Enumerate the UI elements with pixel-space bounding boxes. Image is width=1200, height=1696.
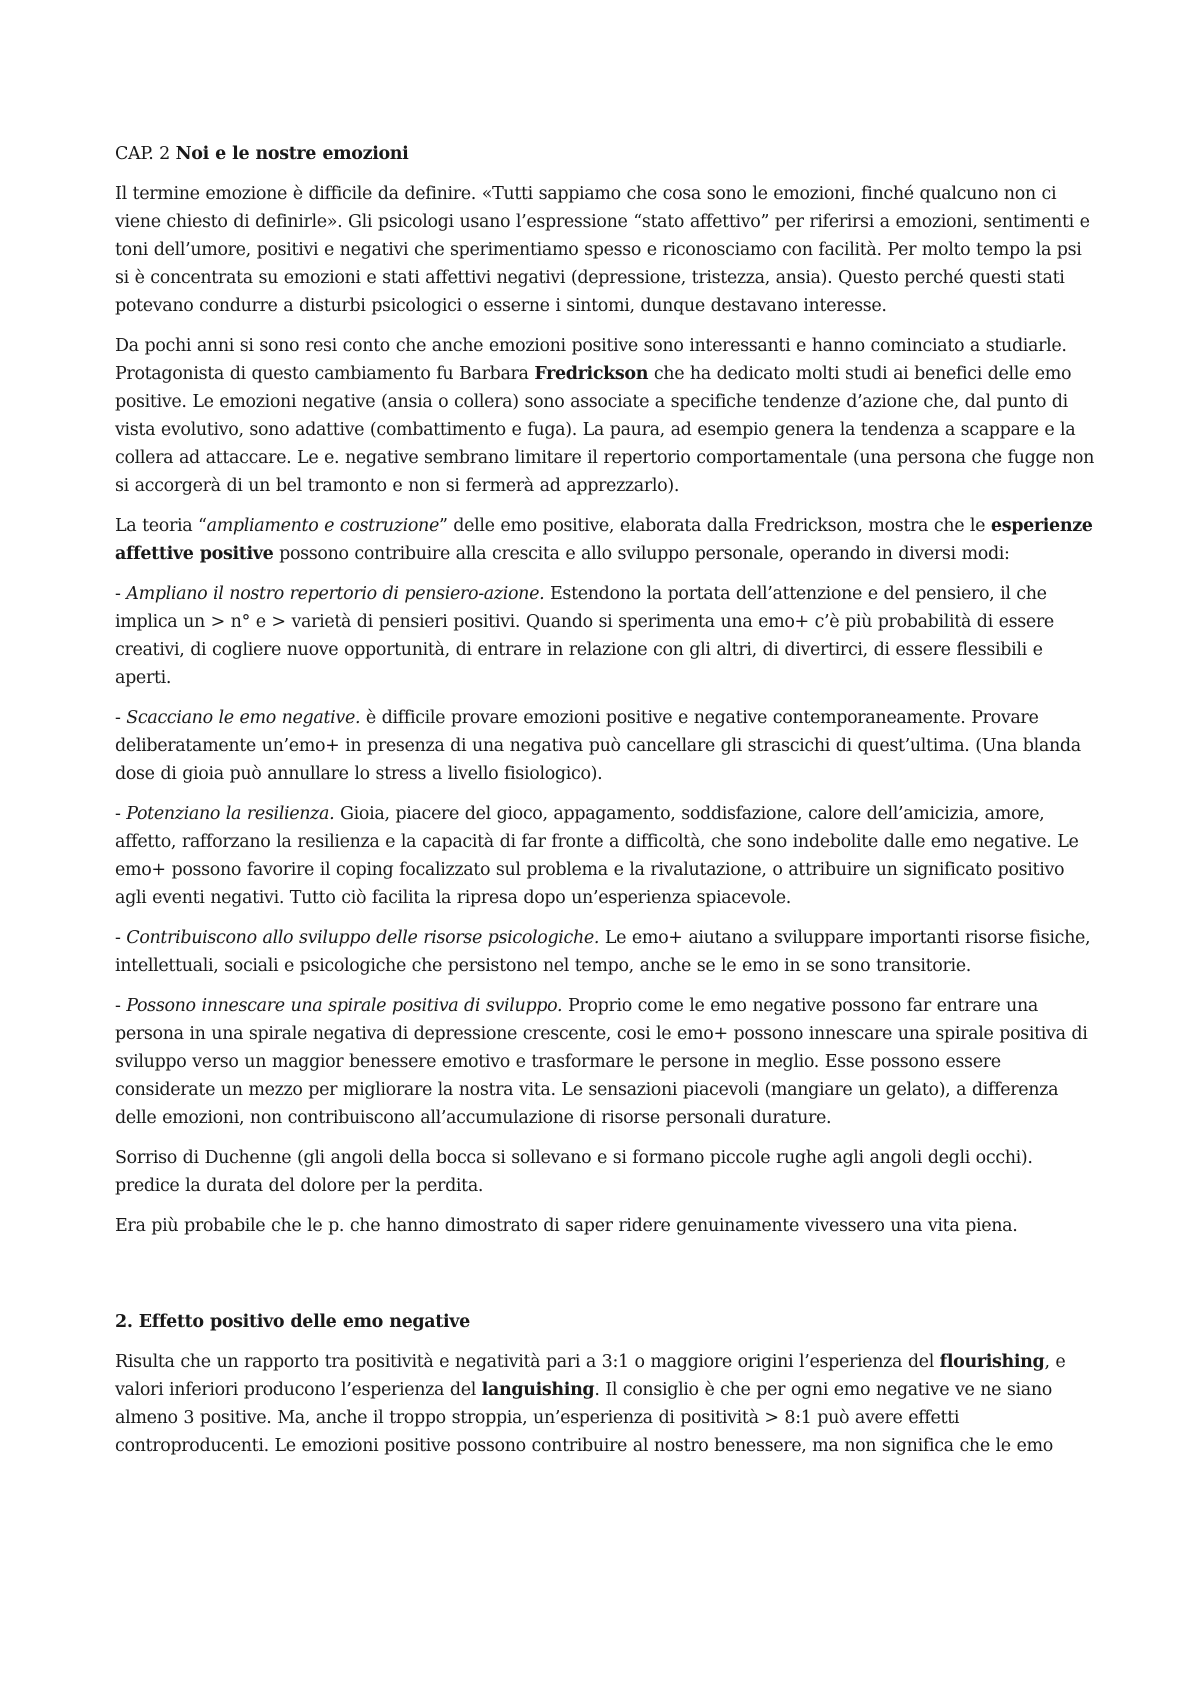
- list-item: [115, 580, 1095, 692]
- list-item-text: è difficile provare emozioni positive e negative contemporaneamente. Provare deliberatamente un’emo+ in presenza di una negativa può cancellare gli strascichi di quest’ultima. (Una blanda dose di gioia può annullare lo stress a livello fisiologico).: [115, 708, 1081, 784]
- list-dash: -: [115, 708, 127, 728]
- fredrickson-name: Fredrickson: [534, 364, 649, 384]
- list-item-text: Proprio come le emo negative possono far entrare una persona in una spirale negativa di depressione crescente, cosi le emo+ possono innescare una spirale positiva di sviluppo verso un maggior benessere emotivo e trasformare le persone in meglio. Esse possono essere considerate un mezzo per migliorare la nostra vita. Le sensazioni piacevoli (mangiare un gelato), a differenza delle emozioni, non contribuiscono all’accumulazione di risorse personali durature.: [115, 996, 1088, 1128]
- list-item: [115, 800, 1095, 912]
- paragraph-text: La teoria “: [115, 516, 207, 536]
- paragraph-duchenne: Sorriso di Duchenne (gli angoli della bocca si sollevano e si formano piccole rughe agli angoli degli occhi). predice la durata del dolore per la perdita.: [115, 1148, 1033, 1196]
- list-item-lead: Ampliano il nostro repertorio di pensiero-azione.: [126, 584, 545, 604]
- chapter-title-prefix: CAP. 2: [115, 144, 176, 164]
- list-dash: -: [115, 804, 127, 824]
- paragraph-text: che ha dedicato molti studi ai benefici delle emo positive. Le emozioni negative (ansia o collera) sono associate a specifiche tendenze d’azione che, dal punto di vista evolutivo, sono adattive (combattimento e fuga). La paura, ad esempio genera la tendenza a scappare e la collera ad attaccare. Le e. negative sembrano limitare il repertorio comportamentale (una persona che fugge non si accorgerà di un bel tramonto e non si fermerà ad apprezzarlo).: [115, 364, 1095, 496]
- list-item: [115, 924, 1095, 980]
- chapter-title-bold: Noi e le nostre emozioni: [175, 144, 409, 164]
- paragraph-text: Risulta che un rapporto tra positività e negatività pari a 3:1 o maggiore origini l’esperienza del: [115, 1352, 940, 1372]
- chapter-title: [115, 140, 1095, 168]
- paragraph-text: , e valori inferiori producono l’esperienza del: [115, 1352, 1066, 1400]
- list-dash: -: [115, 996, 127, 1016]
- paragraph-theory: [115, 512, 1095, 568]
- list-item-text: Le emo+ aiutano a sviluppare importanti risorse fisiche, intellettuali, sociali e psicologiche che persistono nel tempo, anche se le emo in se sono transitorie.: [115, 928, 1091, 976]
- list-dash: -: [115, 584, 127, 604]
- paragraph-intro: Il termine emozione è difficile da definire. «Tutti sappiamo che cosa sono le emozioni, finché qualcuno non ci viene chiesto di definirle». Gli psicologi usano l’espressione “stato affettivo” per riferirsi a emozioni, sentimenti e toni dell’umore, positivi e negativi che sperimentiamo spesso e riconosciamo con facilità. Per molto tempo la psi si è concentrata su emozioni e stati affettivi negativi (depressione, tristezza, ansia). Questo perché questi stati potevano condurre a disturbi psicologici o esserne i sintomi, dunque destavano interesse.: [115, 184, 1090, 316]
- positive-experiences-term: esperienze affettive positive: [115, 516, 1093, 564]
- list-item-lead: Scacciano le emo negative.: [126, 708, 361, 728]
- document-body: [115, 140, 1095, 1472]
- list-item-lead: Contribuiscono allo sviluppo delle risorse psicologiche.: [126, 928, 600, 948]
- list-item: [115, 992, 1095, 1132]
- list-item-text: Estendono la portata dell’attenzione e del pensiero, il che implica un > n° e > varietà di pensieri positivi. Quando si sperimenta una emo+ c’è più probabilità di essere creativi, di cogliere nuove opportunità, di entrare in relazione con gli altri, di divertirci, di essere flessibili e aperti.: [115, 584, 1054, 688]
- paragraph-flourishing: [115, 1348, 1095, 1460]
- list-item-lead: Potenziano la resilienza.: [126, 804, 335, 824]
- paragraph-text: possono contribuire alla crescita e allo sviluppo personale, operando in diversi modi:: [273, 544, 1010, 564]
- theory-name: ampliamento e costruzione: [206, 516, 439, 536]
- list-dash: -: [115, 928, 127, 948]
- section-heading: 2. Effetto positivo delle emo negative: [115, 1312, 470, 1332]
- list-item: [115, 704, 1095, 788]
- paragraph-text: . Il consiglio è che per ogni emo negative ve ne siano almeno 3 positive. Ma, anche il troppo stroppia, un’esperienza di positività > 8:1 può avere effetti controproducenti. Le emozioni positive possono contribuire al nostro benessere, ma non significa che le emo: [115, 1380, 1053, 1456]
- paragraph-laugh: Era più probabile che le p. che hanno dimostrato di saper ridere genuinamente vivessero una vita piena.: [115, 1216, 1018, 1236]
- paragraph-text: Da pochi anni si sono resi conto che anche emozioni positive sono interessanti e hanno cominciato a studiarle. Protagonista di questo cambiamento fu Barbara: [115, 336, 1067, 384]
- flourishing-term: flourishing: [939, 1352, 1045, 1372]
- paragraph-fredrickson: [115, 332, 1095, 500]
- paragraph-text: ” delle emo positive, elaborata dalla Fredrickson, mostra che le: [438, 516, 991, 536]
- section-spacer: [115, 1252, 1095, 1308]
- list-item-lead: Possono innescare una spirale positiva di sviluppo.: [126, 996, 563, 1016]
- list-item-text: Gioia, piacere del gioco, appagamento, soddisfazione, calore dell’amicizia, amore, affetto, rafforzano la resilienza e la capacità di far fronte a difficoltà, che sono indebolite dalle emo negative. Le emo+ possono favorire il coping focalizzato sul problema e la rivalutazione, o attribuire un significato positivo agli eventi negativi. Tutto ciò facilita la ripresa dopo un’esperienza spiacevole.: [115, 804, 1079, 908]
- languishing-term: languishing: [481, 1380, 595, 1400]
